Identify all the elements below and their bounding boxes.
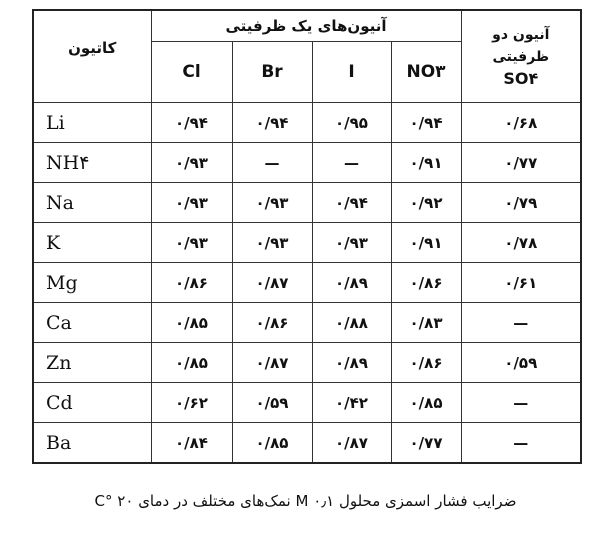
header-anion-i: I [312, 42, 391, 103]
cell-no3: ۰/۸۶ [391, 263, 461, 303]
cell-cl: ۰/۹۳ [151, 223, 232, 263]
cell-i: ۰/۸۹ [312, 343, 391, 383]
table-row [33, 143, 581, 183]
osmotic-coefficient-table [32, 9, 582, 464]
cell-br: ۰/۹۴ [232, 103, 312, 143]
header-anion-no3: NO۳ [391, 42, 461, 103]
header-divalent-line-2: ظرفیتی [492, 48, 550, 65]
cell-so4: ۰/۷۹ [461, 183, 581, 223]
table-caption: ضرایب فشار اسمزی محلول ۰٫۱ M نمک‌های مختلف در دمای ۲۰ °C [94, 492, 517, 510]
cell-br: ۰/۸۷ [232, 343, 312, 383]
header-divalent-line-3: SO۴ [503, 68, 539, 88]
cell-so4: ۰/۶۱ [461, 263, 581, 303]
cell-cl: ۰/۸۴ [151, 423, 232, 464]
cell-no3: ۰/۸۶ [391, 343, 461, 383]
cell-i: — [312, 143, 391, 183]
header-monovalent-anions: آنیون‌های یک ظرفیتی [151, 10, 461, 42]
cell-no3: ۰/۷۷ [391, 423, 461, 464]
cell-so4: — [461, 383, 581, 423]
cell-br: ۰/۹۳ [232, 183, 312, 223]
cell-so4: — [461, 303, 581, 343]
table-row [33, 223, 581, 263]
cell-cation: Ba [33, 423, 151, 464]
cell-cation: K [33, 223, 151, 263]
cell-so4: ۰/۷۸ [461, 223, 581, 263]
header-cation: کاتیون [33, 10, 151, 103]
table-row [33, 303, 581, 343]
cell-cation: Cd [33, 383, 151, 423]
cell-i: ۰/۹۵ [312, 103, 391, 143]
cell-cl: ۰/۶۲ [151, 383, 232, 423]
cell-cl: ۰/۸۵ [151, 303, 232, 343]
cell-cation: Zn [33, 343, 151, 383]
table-row [33, 423, 581, 464]
header-anion-cl: Cl [151, 42, 232, 103]
cell-no3: ۰/۹۱ [391, 223, 461, 263]
table-row [33, 183, 581, 223]
cell-cl: ۰/۹۴ [151, 103, 232, 143]
cell-i: ۰/۴۲ [312, 383, 391, 423]
cell-no3: ۰/۸۵ [391, 383, 461, 423]
cell-cl: ۰/۸۶ [151, 263, 232, 303]
cell-i: ۰/۸۹ [312, 263, 391, 303]
cell-so4: ۰/۷۷ [461, 143, 581, 183]
cell-cation: NH۴ [33, 143, 151, 183]
cell-no3: ۰/۹۴ [391, 103, 461, 143]
cell-br: ۰/۵۹ [232, 383, 312, 423]
cell-cl: ۰/۹۳ [151, 183, 232, 223]
cell-so4: ۰/۶۸ [461, 103, 581, 143]
table-row [33, 383, 581, 423]
cell-cation: Na [33, 183, 151, 223]
cell-cation: Mg [33, 263, 151, 303]
table-row [33, 263, 581, 303]
cell-br: ۰/۹۳ [232, 223, 312, 263]
cell-cation: Li [33, 103, 151, 143]
cell-br: ۰/۸۵ [232, 423, 312, 464]
header-divalent-anion [461, 10, 581, 103]
cell-br: — [232, 143, 312, 183]
cell-so4: ۰/۵۹ [461, 343, 581, 383]
header-divalent-line-1: آنیون دو [492, 26, 550, 43]
osmotic-coefficient-table-container [32, 9, 580, 469]
cell-so4: — [461, 423, 581, 464]
header-anion-br: Br [232, 42, 312, 103]
cell-no3: ۰/۹۱ [391, 143, 461, 183]
cell-no3: ۰/۸۳ [391, 303, 461, 343]
table-row [33, 343, 581, 383]
cell-i: ۰/۸۸ [312, 303, 391, 343]
cell-i: ۰/۸۷ [312, 423, 391, 464]
cell-br: ۰/۸۶ [232, 303, 312, 343]
cell-i: ۰/۹۳ [312, 223, 391, 263]
table-body [33, 103, 581, 464]
cell-no3: ۰/۹۲ [391, 183, 461, 223]
cell-cl: ۰/۸۵ [151, 343, 232, 383]
cell-i: ۰/۹۴ [312, 183, 391, 223]
cell-br: ۰/۸۷ [232, 263, 312, 303]
table-row [33, 103, 581, 143]
cell-cl: ۰/۹۳ [151, 143, 232, 183]
cell-cation: Ca [33, 303, 151, 343]
